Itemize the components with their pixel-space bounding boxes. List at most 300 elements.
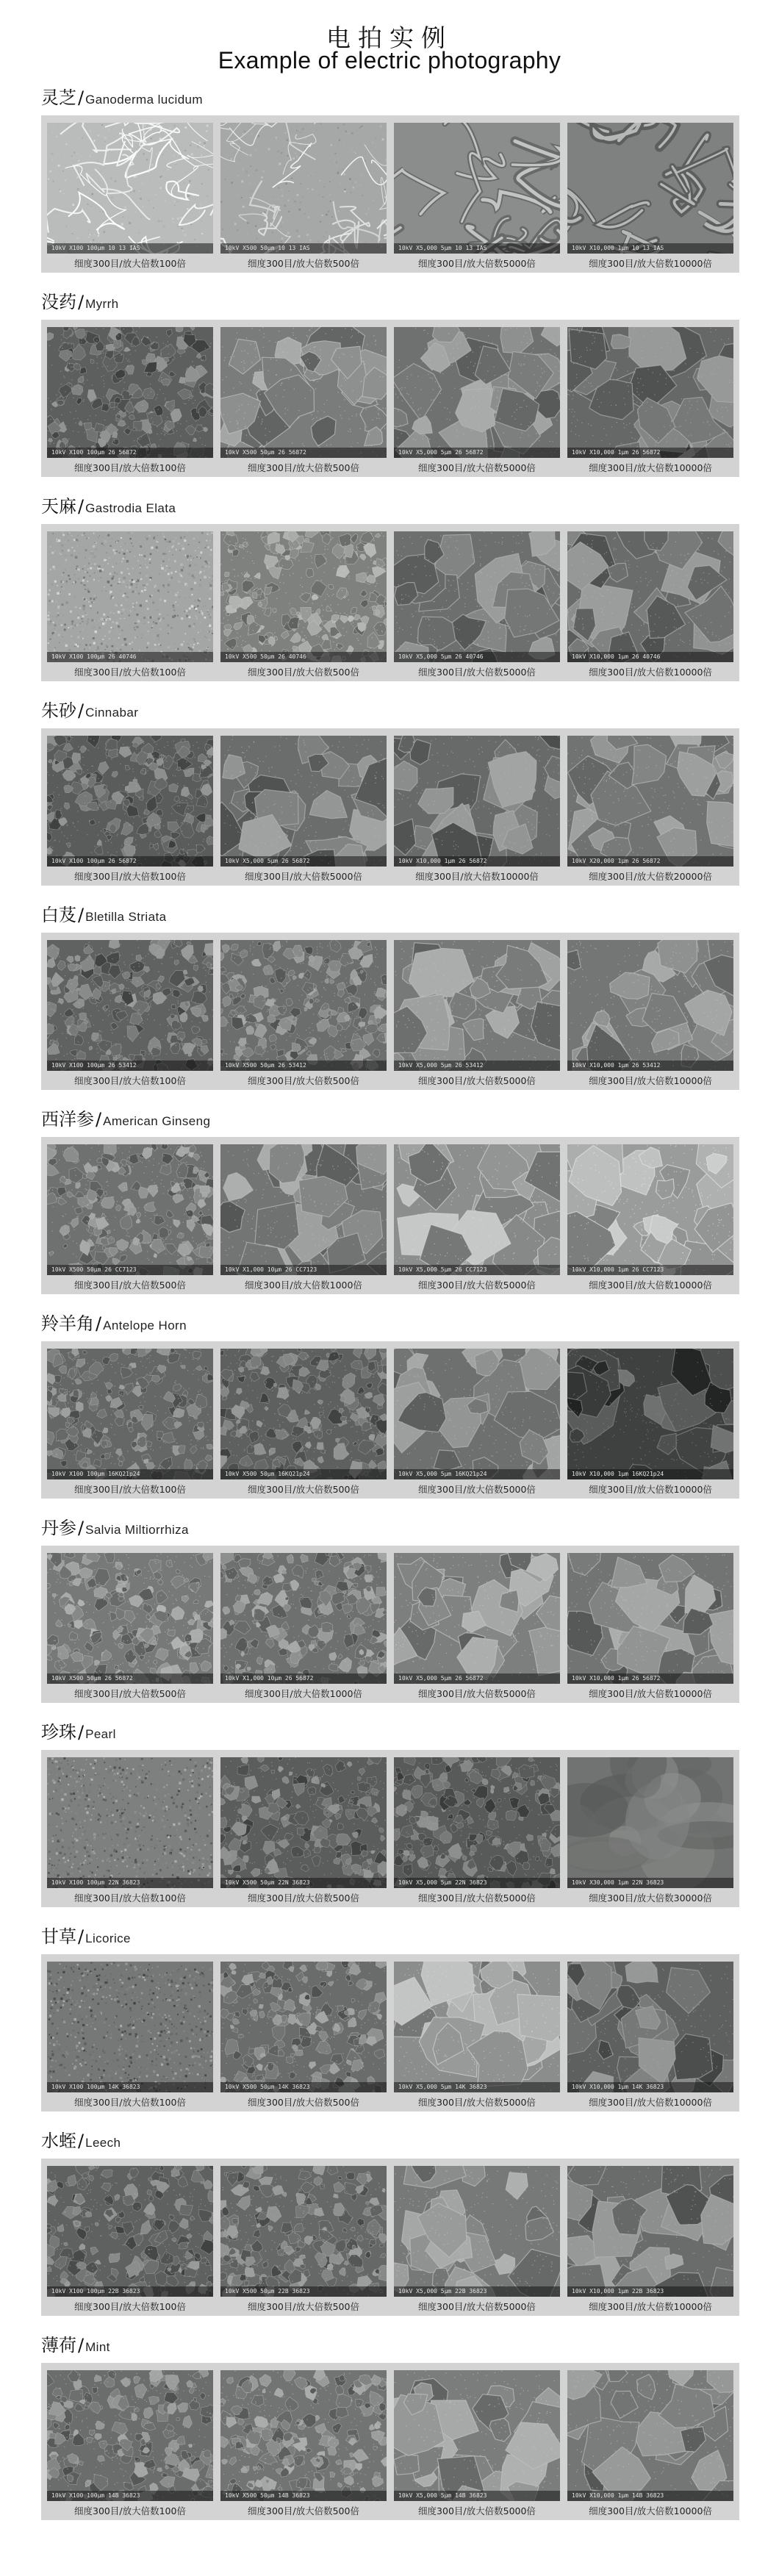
- micrograph-caption: 细度300目/放大倍数30000倍: [589, 1892, 712, 1904]
- sample-name-english: Bletilla Striata: [85, 910, 167, 924]
- sample-name-chinese: 灵芝: [41, 87, 76, 108]
- micrograph-cell: [567, 1144, 733, 1294]
- sem-texture: [47, 2370, 213, 2501]
- micrograph-panel: [41, 1954, 739, 2112]
- label-separator: /: [78, 2131, 85, 2151]
- sem-micrograph-image: [567, 1553, 733, 1684]
- sem-texture: [220, 1962, 387, 2092]
- sem-micrograph-image: [47, 736, 213, 867]
- sample-label: [41, 697, 138, 724]
- micrograph-cell: [394, 327, 560, 477]
- micrograph-cell: [394, 1553, 560, 1703]
- sample-section: [0, 902, 779, 1100]
- micrograph-caption: 细度300目/放大倍数10000倍: [589, 1280, 712, 1291]
- sem-texture: [220, 1144, 387, 1275]
- sem-info-bar: 10kV X100 100μm 26 53412: [47, 1061, 213, 1071]
- micrograph-caption: 细度300目/放大倍数500倍: [74, 1280, 186, 1291]
- micrograph-cell: [220, 1349, 387, 1499]
- sem-info-bar: 10kV X500 50μm 16KQ21p24: [220, 1469, 387, 1479]
- sem-micrograph-image: [220, 1962, 387, 2092]
- sem-texture: [394, 2166, 560, 2297]
- sem-info-bar: 10kV X100 100μm 26 56872: [47, 448, 213, 458]
- micrograph-panel: [41, 2363, 739, 2520]
- micrograph-cell: [567, 2166, 733, 2316]
- sample-name-chinese: 白芨: [41, 905, 76, 925]
- sem-info-bar: 10kV X1,000 10μm 26 CC7123: [220, 1265, 387, 1275]
- sem-micrograph-image: [567, 2166, 733, 2297]
- sem-texture: [220, 1757, 387, 1888]
- sample-name-chinese: 天麻: [41, 496, 76, 517]
- micrograph-cell: [394, 1962, 560, 2112]
- sem-micrograph-image: [47, 1757, 213, 1888]
- micrograph-caption: 细度300目/放大倍数100倍: [74, 667, 186, 678]
- micrograph-caption: 细度300目/放大倍数5000倍: [418, 1892, 536, 1904]
- micrograph-cell: [47, 531, 213, 681]
- sample-section: [0, 1923, 779, 2122]
- micrograph-panel: [41, 1137, 739, 1294]
- sem-info-bar: 10kV X100 100μm 14B 36823: [47, 2491, 213, 2501]
- micrograph-cell: [567, 123, 733, 273]
- sample-name-english: Leech: [85, 2136, 121, 2150]
- sample-name-english: Antelope Horn: [103, 1319, 187, 1332]
- sem-texture: [567, 1962, 733, 2092]
- sem-texture: [394, 736, 560, 867]
- sem-texture: [220, 1553, 387, 1684]
- sem-micrograph-image: [394, 1349, 560, 1479]
- micrograph-cell: [220, 2370, 387, 2520]
- micrograph-caption: 细度300目/放大倍数500倍: [248, 2301, 359, 2312]
- sample-name-chinese: 朱砂: [41, 700, 76, 721]
- micrograph-panel: [41, 524, 739, 681]
- micrograph-cell: [220, 1144, 387, 1294]
- micrograph-caption: 细度300目/放大倍数5000倍: [245, 871, 362, 882]
- micrograph-caption: 细度300目/放大倍数500倍: [248, 1075, 359, 1086]
- sample-name-chinese: 没药: [41, 292, 76, 312]
- sem-micrograph-image: [220, 1349, 387, 1479]
- sem-micrograph-image: [47, 327, 213, 458]
- sem-texture: [394, 1757, 560, 1888]
- sem-micrograph-image: [394, 1553, 560, 1684]
- sample-label: [41, 2128, 121, 2154]
- sample-section: [0, 1310, 779, 1509]
- sample-name-english: Salvia Miltiorrhiza: [85, 1523, 189, 1537]
- sem-micrograph-image: [567, 327, 733, 458]
- sem-info-bar: 10kV X500 50μm 22B 36823: [220, 2286, 387, 2297]
- sample-section: [0, 493, 779, 692]
- sample-label: [41, 85, 203, 111]
- sem-micrograph-image: [394, 1757, 560, 1888]
- sem-texture: [47, 1757, 213, 1888]
- micrograph-cell: [220, 531, 387, 681]
- sem-info-bar: 10kV X100 100μm 22N 36823: [47, 1878, 213, 1888]
- sample-section: [0, 289, 779, 487]
- micrograph-caption: 细度300目/放大倍数10000倍: [415, 871, 539, 882]
- sem-info-bar: 10kV X10,000 1μm 16KQ21p24: [567, 1469, 733, 1479]
- sem-texture: [220, 531, 387, 662]
- sample-label: [41, 2332, 110, 2358]
- micrograph-cell: [220, 123, 387, 273]
- micrograph-panel: [41, 1546, 739, 1703]
- micrograph-caption: 细度300目/放大倍数100倍: [74, 258, 186, 269]
- sem-texture: [220, 940, 387, 1071]
- sem-texture: [567, 1349, 733, 1479]
- micrograph-caption: 细度300目/放大倍数100倍: [74, 871, 186, 882]
- micrograph-caption: 细度300目/放大倍数500倍: [248, 2505, 359, 2516]
- micrograph-caption: 细度300目/放大倍数500倍: [248, 258, 359, 269]
- micrograph-cell: [47, 1349, 213, 1499]
- micrograph-cell: [567, 1553, 733, 1703]
- micrograph-cell: [567, 1757, 733, 1907]
- micrograph-caption: 细度300目/放大倍数5000倍: [418, 1280, 536, 1291]
- micrograph-caption: 细度300目/放大倍数10000倍: [589, 462, 712, 473]
- label-separator: /: [78, 1722, 85, 1743]
- page-title-chinese: 电拍实例: [326, 24, 453, 52]
- micrograph-cell: [47, 736, 213, 886]
- micrograph-caption: 细度300目/放大倍数10000倍: [589, 1484, 712, 1495]
- sem-micrograph-image: [567, 2370, 733, 2501]
- micrograph-cell: [47, 1144, 213, 1294]
- micrograph-cell: [220, 1757, 387, 1907]
- sample-name-english: Ganoderma lucidum: [85, 93, 203, 107]
- sample-name-chinese: 珍珠: [41, 1722, 76, 1743]
- sem-micrograph-image: [394, 531, 560, 662]
- sample-name-chinese: 羚羊角: [41, 1313, 94, 1334]
- micrograph-caption: 细度300目/放大倍数10000倍: [589, 1688, 712, 1699]
- sem-texture: [47, 2166, 213, 2297]
- sem-micrograph-image: [567, 940, 733, 1071]
- micrograph-caption: 细度300目/放大倍数100倍: [74, 1075, 186, 1086]
- sem-micrograph-image: [394, 2166, 560, 2297]
- micrograph-caption: 细度300目/放大倍数500倍: [248, 667, 359, 678]
- sem-micrograph-image: [220, 736, 387, 867]
- micrograph-cell: [394, 1757, 560, 1907]
- label-separator: /: [78, 700, 85, 721]
- micrograph-caption: 细度300目/放大倍数500倍: [248, 462, 359, 473]
- sample-name-english: Myrrh: [85, 297, 119, 311]
- micrograph-cell: [220, 1962, 387, 2112]
- sample-name-english: Gastrodia Elata: [85, 501, 176, 515]
- sem-texture: [567, 940, 733, 1071]
- sem-info-bar: 10kV X1,000 10μm 26 56872: [220, 1673, 387, 1684]
- sem-info-bar: 10kV X10,000 1μm 14K 36823: [567, 2082, 733, 2092]
- sem-texture: [567, 2370, 733, 2501]
- micrograph-caption: 细度300目/放大倍数20000倍: [589, 871, 712, 882]
- sem-texture: [220, 123, 387, 254]
- sem-info-bar: 10kV X10,000 1μm 14B 36823: [567, 2491, 733, 2501]
- label-separator: /: [96, 1313, 102, 1334]
- sem-micrograph-image: [394, 940, 560, 1071]
- sem-texture: [567, 1553, 733, 1684]
- sample-name-english: Mint: [85, 2340, 110, 2354]
- sem-micrograph-image: [220, 327, 387, 458]
- micrograph-caption: 细度300目/放大倍数10000倍: [589, 1075, 712, 1086]
- micrograph-cell: [47, 123, 213, 273]
- micrograph-caption: 细度300目/放大倍数5000倍: [418, 462, 536, 473]
- sem-texture: [47, 123, 213, 254]
- sem-info-bar: 10kV X20,000 1μm 26 56872: [567, 856, 733, 867]
- sem-info-bar: 10kV X5,000 5μm 26 56872: [394, 1673, 560, 1684]
- micrograph-panel: [41, 1750, 739, 1907]
- sem-info-bar: 10kV X5,000 5μm 14K 36823: [394, 2082, 560, 2092]
- sample-name-chinese: 西洋参: [41, 1109, 94, 1130]
- sem-info-bar: 10kV X100 100μm 16KQ21p24: [47, 1469, 213, 1479]
- sem-texture: [394, 2370, 560, 2501]
- sem-micrograph-image: [220, 1553, 387, 1684]
- sem-micrograph-image: [220, 1144, 387, 1275]
- sem-info-bar: 10kV X10,000 1μm 26 56872: [567, 1673, 733, 1684]
- sample-name-english: American Ginseng: [103, 1114, 211, 1128]
- sem-texture: [220, 327, 387, 458]
- sem-info-bar: 10kV X10,000 1μm 10 13 IAS: [567, 243, 733, 254]
- micrograph-caption: 细度300目/放大倍数5000倍: [418, 2505, 536, 2516]
- sem-micrograph-image: [47, 1553, 213, 1684]
- sem-info-bar: 10kV X100 100μm 26 40746: [47, 652, 213, 662]
- micrograph-caption: 细度300目/放大倍数100倍: [74, 2301, 186, 2312]
- sem-info-bar: 10kV X500 50μm 10 13 IAS: [220, 243, 387, 254]
- sem-micrograph-image: [47, 123, 213, 254]
- sem-micrograph-image: [394, 736, 560, 867]
- sample-name-english: Pearl: [85, 1727, 116, 1741]
- micrograph-caption: 细度300目/放大倍数5000倍: [418, 1075, 536, 1086]
- sem-info-bar: 10kV X500 50μm 26 56872: [47, 1673, 213, 1684]
- micrograph-cell: [47, 1962, 213, 2112]
- micrograph-cell: [567, 1962, 733, 2112]
- micrograph-cell: [47, 1757, 213, 1907]
- micrograph-cell: [47, 2166, 213, 2316]
- sem-micrograph-image: [394, 327, 560, 458]
- sample-name-chinese: 薄荷: [41, 2335, 76, 2356]
- sem-texture: [47, 531, 213, 662]
- micrograph-caption: 细度300目/放大倍数100倍: [74, 462, 186, 473]
- sem-texture: [47, 327, 213, 458]
- sem-info-bar: 10kV X500 50μm 26 40746: [220, 652, 387, 662]
- micrograph-caption: 细度300目/放大倍数10000倍: [589, 2505, 712, 2516]
- sem-micrograph-image: [394, 1962, 560, 2092]
- micrograph-cell: [567, 327, 733, 477]
- sem-info-bar: 10kV X10,000 1μm 26 40746: [567, 652, 733, 662]
- micrograph-panel: [41, 1341, 739, 1499]
- sample-label: [41, 289, 119, 315]
- micrograph-cell: [394, 2370, 560, 2520]
- sem-texture: [47, 1553, 213, 1684]
- sem-micrograph-image: [47, 1349, 213, 1479]
- micrograph-panel: [41, 728, 739, 886]
- sem-micrograph-image: [47, 1144, 213, 1275]
- label-separator: /: [78, 905, 85, 925]
- sem-texture: [567, 736, 733, 867]
- sem-texture: [220, 1349, 387, 1479]
- micrograph-cell: [394, 940, 560, 1090]
- micrograph-caption: 细度300目/放大倍数100倍: [74, 1892, 186, 1904]
- sem-micrograph-image: [220, 940, 387, 1071]
- sample-name-english: Licorice: [85, 1931, 131, 1945]
- sem-micrograph-image: [567, 1962, 733, 2092]
- micrograph-cell: [394, 2166, 560, 2316]
- sem-micrograph-image: [567, 531, 733, 662]
- sample-section: [0, 1106, 779, 1305]
- micrograph-cell: [47, 1553, 213, 1703]
- micrograph-cell: [47, 2370, 213, 2520]
- micrograph-cell: [47, 327, 213, 477]
- sample-name-chinese: 甘草: [41, 1926, 76, 1947]
- micrograph-caption: 细度300目/放大倍数5000倍: [418, 258, 536, 269]
- sem-info-bar: 10kV X10,000 1μm 26 CC7123: [567, 1265, 733, 1275]
- micrograph-cell: [394, 123, 560, 273]
- sem-micrograph-image: [394, 2370, 560, 2501]
- sem-texture: [567, 1144, 733, 1275]
- sample-name-english: Cinnabar: [85, 706, 139, 720]
- micrograph-caption: 细度300目/放大倍数500倍: [248, 2097, 359, 2108]
- sem-info-bar: 10kV X500 50μm 14K 36823: [220, 2082, 387, 2092]
- sem-micrograph-image: [567, 1349, 733, 1479]
- micrograph-panel: [41, 2159, 739, 2316]
- sem-micrograph-image: [47, 2370, 213, 2501]
- micrograph-cell: [567, 736, 733, 886]
- sample-section: [0, 2128, 779, 2326]
- sample-label: [41, 1310, 187, 1337]
- sem-info-bar: 10kV X10,000 1μm 26 56872: [567, 448, 733, 458]
- micrograph-cell: [47, 940, 213, 1090]
- micrograph-caption: 细度300目/放大倍数500倍: [248, 1484, 359, 1495]
- sem-texture: [394, 1144, 560, 1275]
- sem-micrograph-image: [567, 123, 733, 254]
- micrograph-cell: [394, 1349, 560, 1499]
- label-separator: /: [78, 1926, 85, 1947]
- sem-micrograph-image: [394, 123, 560, 254]
- sem-info-bar: 10kV X10,000 1μm 22B 36823: [567, 2286, 733, 2297]
- sem-info-bar: 10kV X100 100μm 22B 36823: [47, 2286, 213, 2297]
- sem-texture: [47, 1144, 213, 1275]
- micrograph-caption: 细度300目/放大倍数10000倍: [589, 667, 712, 678]
- sample-section: [0, 1719, 779, 1917]
- micrograph-cell: [567, 2370, 733, 2520]
- sem-info-bar: 10kV X500 50μm 26 56872: [220, 448, 387, 458]
- micrograph-cell: [220, 736, 387, 886]
- sample-section: [0, 1515, 779, 1713]
- sem-info-bar: 10kV X100 100μm 14K 36823: [47, 2082, 213, 2092]
- sem-info-bar: 10kV X500 50μm 22N 36823: [220, 1878, 387, 1888]
- micrograph-caption: 细度300目/放大倍数10000倍: [589, 2301, 712, 2312]
- micrograph-caption: 细度300目/放大倍数5000倍: [418, 2097, 536, 2108]
- micrograph-caption: 细度300目/放大倍数100倍: [74, 2505, 186, 2516]
- sem-texture: [394, 123, 560, 254]
- micrograph-cell: [567, 940, 733, 1090]
- micrograph-panel: [41, 933, 739, 1090]
- sample-name-chinese: 丹参: [41, 1518, 76, 1538]
- micrograph-caption: 细度300目/放大倍数10000倍: [589, 2097, 712, 2108]
- sem-texture: [567, 1757, 733, 1888]
- sem-info-bar: 10kV X5,000 5μm 10 13 IAS: [394, 243, 560, 254]
- sample-label: [41, 1515, 189, 1541]
- micrograph-caption: 细度300目/放大倍数5000倍: [418, 1688, 536, 1699]
- sample-section: [0, 85, 779, 283]
- sem-micrograph-image: [567, 1757, 733, 1888]
- sem-micrograph-image: [567, 736, 733, 867]
- micrograph-cell: [394, 736, 560, 886]
- micrograph-caption: 细度300目/放大倍数100倍: [74, 1484, 186, 1495]
- micrograph-caption: 细度300目/放大倍数5000倍: [418, 2301, 536, 2312]
- sem-info-bar: 10kV X10,000 1μm 26 56872: [394, 856, 560, 867]
- micrograph-cell: [394, 531, 560, 681]
- sem-micrograph-image: [47, 940, 213, 1071]
- sem-micrograph-image: [567, 1144, 733, 1275]
- sem-texture: [394, 1962, 560, 2092]
- sem-micrograph-image: [220, 2370, 387, 2501]
- label-separator: /: [78, 496, 85, 517]
- sem-texture: [220, 2166, 387, 2297]
- sem-micrograph-image: [220, 2166, 387, 2297]
- sem-info-bar: 10kV X10,000 1μm 26 53412: [567, 1061, 733, 1071]
- micrograph-caption: 细度300目/放大倍数500倍: [74, 1688, 186, 1699]
- micrograph-cell: [220, 1553, 387, 1703]
- sample-label: [41, 493, 176, 520]
- sample-label: [41, 1923, 131, 1950]
- sem-texture: [567, 327, 733, 458]
- sample-section: [0, 697, 779, 896]
- sem-texture: [47, 940, 213, 1071]
- sample-label: [41, 1106, 210, 1133]
- micrograph-cell: [567, 1349, 733, 1499]
- sem-texture: [47, 1962, 213, 2092]
- sem-info-bar: 10kV X5,000 5μm 22N 36823: [394, 1878, 560, 1888]
- sem-info-bar: 10kV X5,000 5μm 26 56872: [220, 856, 387, 867]
- label-separator: /: [78, 2335, 85, 2356]
- sem-micrograph-image: [220, 1757, 387, 1888]
- sem-texture: [394, 327, 560, 458]
- label-separator: /: [78, 292, 85, 312]
- sem-micrograph-image: [47, 2166, 213, 2297]
- sem-texture: [567, 2166, 733, 2297]
- micrograph-cell: [220, 940, 387, 1090]
- sem-info-bar: 10kV X5,000 5μm 26 53412: [394, 1061, 560, 1071]
- sem-micrograph-image: [47, 531, 213, 662]
- micrograph-cell: [394, 1144, 560, 1294]
- micrograph-caption: 细度300目/放大倍数1000倍: [245, 1688, 362, 1699]
- micrograph-caption: 细度300目/放大倍数5000倍: [418, 667, 536, 678]
- sem-texture: [394, 1349, 560, 1479]
- page-header: [0, 0, 779, 85]
- sem-texture: [394, 1553, 560, 1684]
- label-separator: /: [78, 1518, 85, 1538]
- page-title-english: Example of electric photography: [218, 47, 561, 73]
- sem-micrograph-image: [220, 531, 387, 662]
- label-separator: /: [78, 87, 85, 108]
- sem-info-bar: 10kV X5,000 5μm 26 56872: [394, 448, 560, 458]
- sem-info-bar: 10kV X5,000 5μm 26 40746: [394, 652, 560, 662]
- sem-info-bar: 10kV X100 100μm 10 13 IAS: [47, 243, 213, 254]
- micrograph-caption: 细度300目/放大倍数5000倍: [418, 1484, 536, 1495]
- micrograph-caption: 细度300目/放大倍数10000倍: [589, 258, 712, 269]
- micrograph-panel: [41, 320, 739, 477]
- micrograph-panel: [41, 115, 739, 273]
- sem-info-bar: 10kV X100 100μm 26 56872: [47, 856, 213, 867]
- sem-info-bar: 10kV X500 50μm 26 53412: [220, 1061, 387, 1071]
- sem-info-bar: 10kV X5,000 5μm 16KQ21p24: [394, 1469, 560, 1479]
- sem-texture: [220, 736, 387, 867]
- sem-info-bar: 10kV X5,000 5μm 26 CC7123: [394, 1265, 560, 1275]
- sem-texture: [567, 531, 733, 662]
- sem-texture: [47, 736, 213, 867]
- sem-texture: [47, 1349, 213, 1479]
- micrograph-caption: 细度300目/放大倍数500倍: [248, 1892, 359, 1904]
- micrograph-cell: [220, 327, 387, 477]
- label-separator: /: [96, 1109, 102, 1130]
- sample-name-chinese: 水蛭: [41, 2131, 76, 2151]
- sem-info-bar: 10kV X30,000 1μm 22N 36823: [567, 1878, 733, 1888]
- sem-texture: [394, 940, 560, 1071]
- sem-texture: [567, 123, 733, 254]
- sem-micrograph-image: [47, 1962, 213, 2092]
